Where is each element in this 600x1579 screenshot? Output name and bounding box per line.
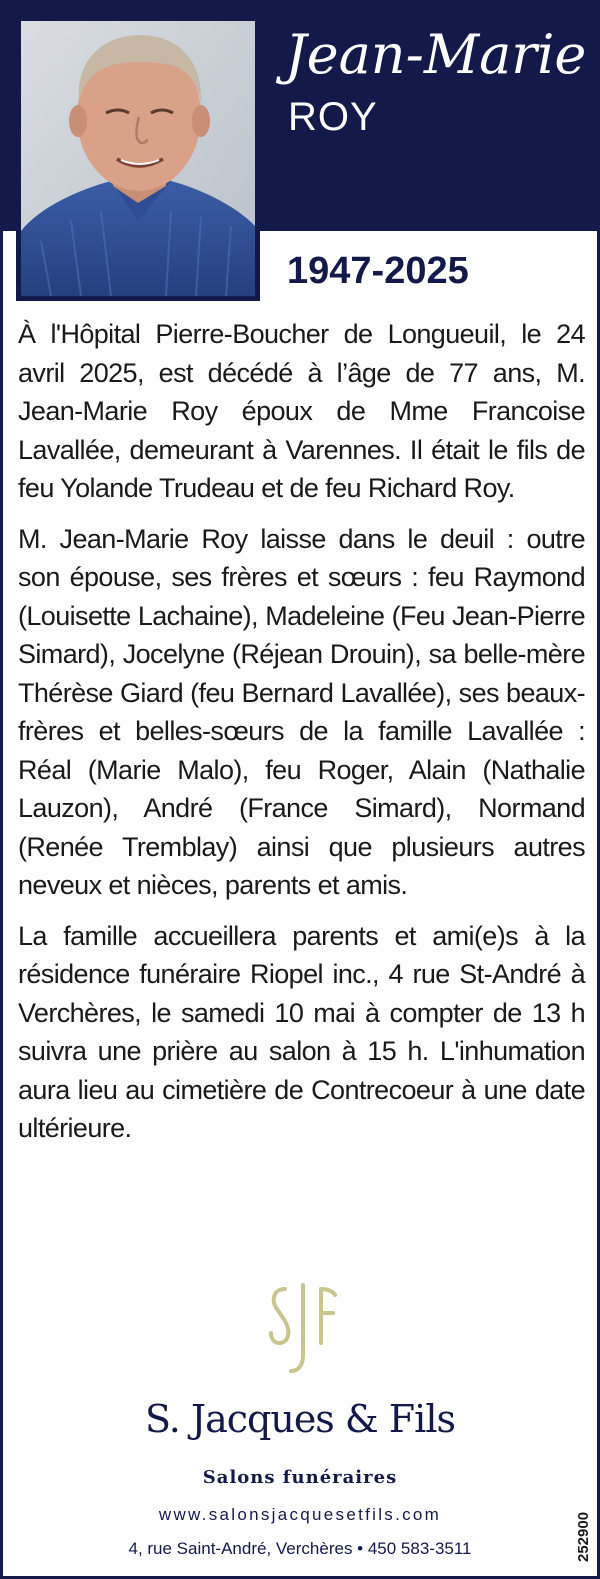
obituary-text [18,315,585,1160]
paragraph-death: À l'Hôpital Pierre-Boucher de Longueuil, le 24 avril 2025, est décédé à l’âge de 77 ans, M. Jean-Marie Roy époux de Mme Francoise Lavallée, demeurant à Varennes. Il était le fils de feu Yolande Trudeau et de feu Richard Roy. [18,319,585,503]
portrait-photo-icon [21,21,255,296]
funeral-home-name: S. Jacques & Fils [145,1397,455,1441]
funeral-home-address: 4, rue Saint-André, Verchères • 450 583-3511 [128,1539,472,1558]
funeral-home-subtitle: Salons funéraires [202,1467,398,1488]
portrait-photo [16,16,260,301]
paragraph-visitation: La famille accueillera parents et ami(e)s à la résidence funéraire Riopel inc., 4 rue St-André à Verchères, le samedi 10 mai à compter de 13 h suivra une prière au salon à 15 h. L'inhumation aura lieu au cimetière de Contrecoeur à une date ultérieure. [18,920,585,1143]
paragraph-family: M. Jean-Marie Roy laisse dans le deuil : outre son épouse, ses frères et sœurs : feu Raymond (Louisette Lachaine), Madeleine (Feu Jean-Pierre Simard), Jocelyne (Réjean Drouin), sa belle-mère Thérèse Giard (feu Bernard Lavallée), ses beaux-frères et belles-sœurs de la famille Lavallée : Réal (Marie Malo), feu Roger, Alain (Nathalie Lauzon), André (France Simard), Normand (Renée Tremblay) ainsi que plusieurs autres neveux et nièces, parents et amis. [18,523,585,900]
life-years: 1947-2025 [287,250,469,292]
ad-reference-number: 252900 [575,1511,592,1562]
deceased-last-name: ROY [288,95,378,139]
funeral-home-website[interactable]: www.salonsjacquesetfils.com [158,1505,442,1524]
sjf-monogram-icon [263,1281,343,1377]
deceased-first-name: Jean-Marie [285,23,587,86]
